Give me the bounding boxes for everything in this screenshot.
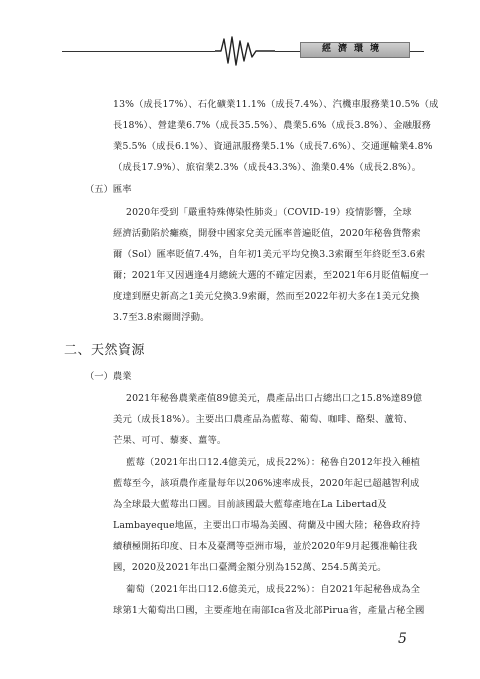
subsection-heading: （一）農業 — [85, 371, 132, 382]
text-line: 藍莓（2021年出口12.4億美元，成長22%）：秘魯自2012年投入種植 — [126, 457, 421, 468]
section-heading: （五）匯率 — [85, 184, 132, 195]
text-line: 爾；2021年又因遇逢4月總統大選的不確定因素，至2021年6月貶值幅度一 — [113, 270, 429, 281]
text-line: 續積極開拓印度、日本及臺灣等亞洲市場，並於2020年9月起獲准輸往我 — [113, 541, 418, 552]
text-line: （成長17.9%）、旅宿業2.3%（成長43.3%）、漁業0.4%（成長2.8%）。 — [113, 162, 422, 173]
text-line: 3.7至3.8索爾間浮動。 — [113, 312, 210, 323]
heartbeat-wave-icon — [215, 33, 275, 69]
page-number: 5 — [398, 631, 407, 647]
header-title: 經濟環境 — [321, 44, 386, 54]
text-line: 度達到歷史新高之1美元兌換3.9索爾，然而至2022年初大多在1美元兌換 — [113, 291, 420, 302]
text-line: 國，2020及2021年出口臺灣金額分別為152萬、254.5萬美元。 — [113, 562, 387, 573]
text-line: 2020年受到「嚴重特殊傳染性肺炎」（COVID-19）疫情影響，全球 — [126, 207, 412, 218]
text-line: 為全球最大藍莓出口國。目前該國最大藍莓產地在La Libertad及 — [113, 499, 387, 510]
chapter-heading: 二、天然資源 — [64, 343, 146, 358]
text-line: 芒果、可可、藜麥、薑等。 — [113, 435, 227, 446]
text-line: 2021年秘魯農業產值89億美元，農產品出口占總出口之15.8%達89億 — [126, 393, 423, 404]
text-line: 爾（Sol）匯率貶值7.4%，自年初1美元平均兌換3.3索爾至年終貶至3.6索 — [113, 249, 426, 260]
text-line: 長18%）、營建業6.7%（成長35.5%）、農業5.6%（成長3.8%）、金融服務 — [113, 120, 431, 131]
text-line: 美元（成長18%）。主要出口農產品為藍莓、葡萄、咖啡、酪梨、蘆筍、 — [113, 414, 413, 425]
text-line: 藍莓至今，該項農作產量每年以206%速率成長，2020年起已超越智利成 — [113, 478, 420, 489]
text-line: Lambayeque地區，主要出口市場為美國、荷蘭及中國大陸；秘魯政府持 — [113, 520, 421, 531]
text-line: 葡萄（2021年出口12.6億美元，成長22%）：自2021年起秘魯成為全 — [126, 584, 421, 595]
text-line: 經濟活動陷於癱瘓，開發中國家兌美元匯率普遍貶值，2020年秘魯貨幣索 — [113, 228, 421, 239]
text-line: 13%（成長17%）、石化礦業11.1%（成長7.4%）、汽機車服務業10.5%（成 — [113, 99, 439, 110]
text-line: 業5.5%（成長6.1%）、資通訊服務業5.1%（成長7.6%）、交通運輸業4.8% — [113, 141, 433, 152]
text-line: 球第1大葡萄出口國，主要產地在南部Ica省及北部Pirua省，產量占秘全國 — [113, 605, 425, 616]
page-header — [0, 0, 480, 70]
